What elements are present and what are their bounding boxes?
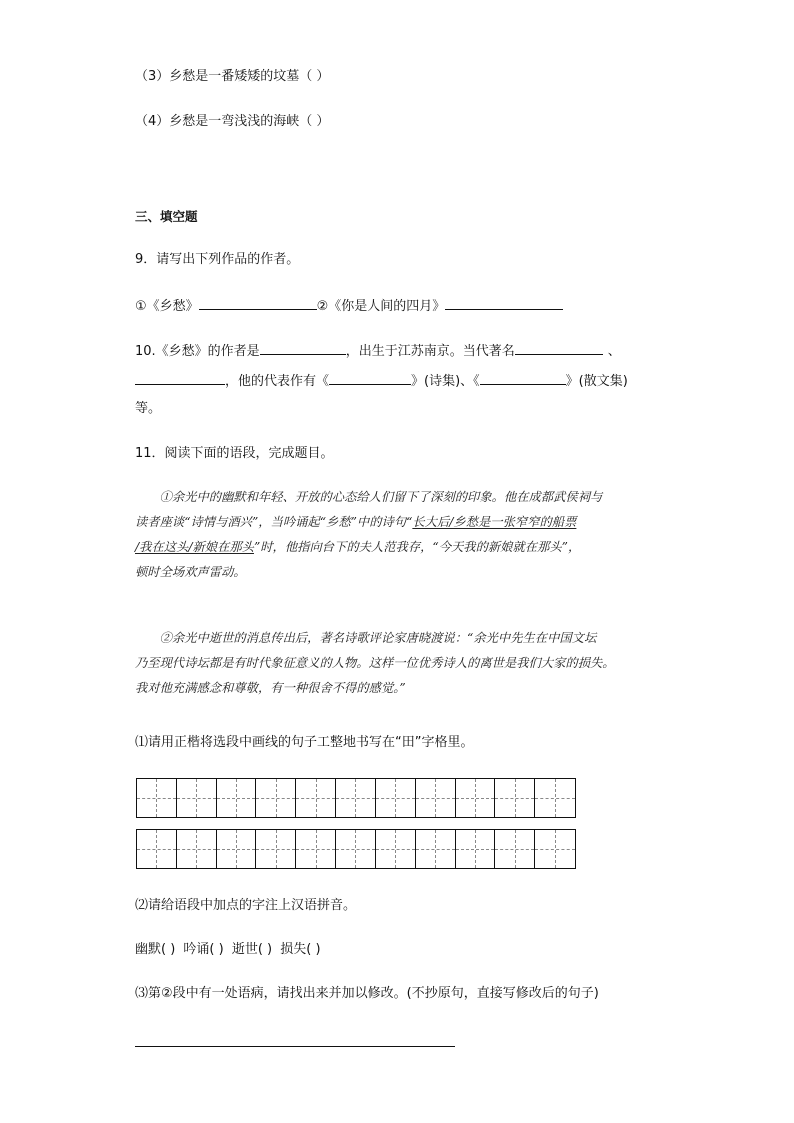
q10-blank-title-2[interactable] xyxy=(135,371,225,385)
tian-cell[interactable] xyxy=(495,830,535,868)
tian-cell[interactable] xyxy=(535,830,575,868)
q10-blank-author[interactable] xyxy=(260,341,346,355)
tian-cell[interactable] xyxy=(376,830,416,868)
underlined-sentence: 长大后/乡愁是一张窄窄的船票 xyxy=(412,515,577,529)
q10-line-3: 等。 xyxy=(135,401,162,416)
passage-paragraph-2 xyxy=(135,631,665,696)
q11-sub-1: ⑴请用正楷将选段中画线的句子工整地书写在“田”字格里。 xyxy=(135,735,474,750)
q9-blank-1[interactable] xyxy=(199,296,317,310)
tian-cell[interactable] xyxy=(296,779,336,817)
passage-line: ②余光中逝世的消息传出后，著名诗歌评论家唐晓渡说：“余光中先生在中国文坛 xyxy=(159,631,597,645)
pinyin-item: 损失( ) xyxy=(280,942,321,957)
tian-cell[interactable] xyxy=(217,830,257,868)
pinyin-item: 吟诵( ) xyxy=(183,942,224,957)
q10-text: 》(诗集)、《 xyxy=(411,374,480,389)
tian-cell[interactable] xyxy=(256,779,296,817)
underlined-sentence: /我在这头/新娘在那头 xyxy=(135,540,254,554)
q8-item-4: （4）乡愁是一弯浅浅的海峡（ ） xyxy=(135,114,330,129)
q11-sub-2: ⑵请给语段中加点的字注上汉语拼音。 xyxy=(135,898,357,913)
pinyin-row xyxy=(135,942,321,958)
q10-text: 》(散文集) xyxy=(565,374,628,389)
tian-cell[interactable] xyxy=(296,830,336,868)
q10-text: 、 xyxy=(607,344,621,359)
q9-option-2: ②《你是人间的四月》 xyxy=(316,299,446,314)
pinyin-item: 逝世( ) xyxy=(231,942,273,957)
q10-blank-title[interactable] xyxy=(515,341,603,355)
passage-line: 乃至现代诗坛都是有时代象征意义的人物。这样一位优秀诗人的离世是我们大家的损失。 xyxy=(135,656,615,670)
q9-stem: 9．请写出下列作品的作者。 xyxy=(135,252,300,267)
passage-text: 读者座谈“诗情与酒兴”，当吟诵起“乡愁”中的诗句“ xyxy=(135,515,413,529)
pinyin-item: 幽默( ) xyxy=(135,942,176,957)
q9-option-1: ①《乡愁》 xyxy=(135,299,199,314)
tian-cell[interactable] xyxy=(336,830,376,868)
tian-cell[interactable] xyxy=(217,779,257,817)
section-title: 三、填空题 xyxy=(135,209,198,224)
tian-grid-row-2[interactable] xyxy=(136,829,576,869)
tian-cell[interactable] xyxy=(495,779,535,817)
tian-cell[interactable] xyxy=(535,779,575,817)
passage-line xyxy=(135,540,665,555)
tian-cell[interactable] xyxy=(336,779,376,817)
passage-line: 我对他充满感念和尊敬，有一种很舍不得的感觉。” xyxy=(135,681,406,695)
q9-blank-2[interactable] xyxy=(445,296,563,310)
q8-item-3: （3）乡愁是一番矮矮的坟墓（ ） xyxy=(135,69,330,84)
tian-cell[interactable] xyxy=(416,779,456,817)
q10-blank-prose[interactable] xyxy=(480,371,566,385)
q11-stem: 11．阅读下面的语段，完成题目。 xyxy=(135,446,334,461)
tian-cell[interactable] xyxy=(456,779,496,817)
tian-cell[interactable] xyxy=(177,830,217,868)
passage-line xyxy=(135,515,665,530)
q10-text: ，他的代表作有《 xyxy=(225,374,330,389)
q10-text: ，出生于江苏南京。当代著名 xyxy=(345,344,515,359)
tian-grid-row-1[interactable] xyxy=(136,778,576,818)
q10-line-1 xyxy=(135,341,621,360)
tian-cell[interactable] xyxy=(416,830,456,868)
passage-paragraph-1 xyxy=(135,490,665,580)
tian-cell[interactable] xyxy=(137,830,177,868)
tian-cell[interactable] xyxy=(376,779,416,817)
tian-cell[interactable] xyxy=(456,830,496,868)
passage-line: ①余光中的幽默和年轻、开放的心态给人们留下了深刻的印象。他在成都武侯祠与 xyxy=(159,490,603,504)
q10-blank-poetry[interactable] xyxy=(329,371,411,385)
tian-cell[interactable] xyxy=(256,830,296,868)
passage-line: 顿时全场欢声雷动。 xyxy=(135,565,246,579)
q11-sub-3: ⑶第②段中有一处语病，请找出来并加以修改。(不抄原句，直接写修改后的句子) xyxy=(135,986,599,1001)
tian-cell[interactable] xyxy=(177,779,217,817)
tian-cell[interactable] xyxy=(137,779,177,817)
q10-line-2 xyxy=(135,371,628,390)
answer-line[interactable] xyxy=(135,1046,455,1047)
passage-text: ”时，他指向台下的夫人范我存，“今天我的新娘就在那头”， xyxy=(253,540,581,554)
q10-text: 10.《乡愁》的作者是 xyxy=(135,344,260,359)
q9-answer-row xyxy=(135,296,563,315)
